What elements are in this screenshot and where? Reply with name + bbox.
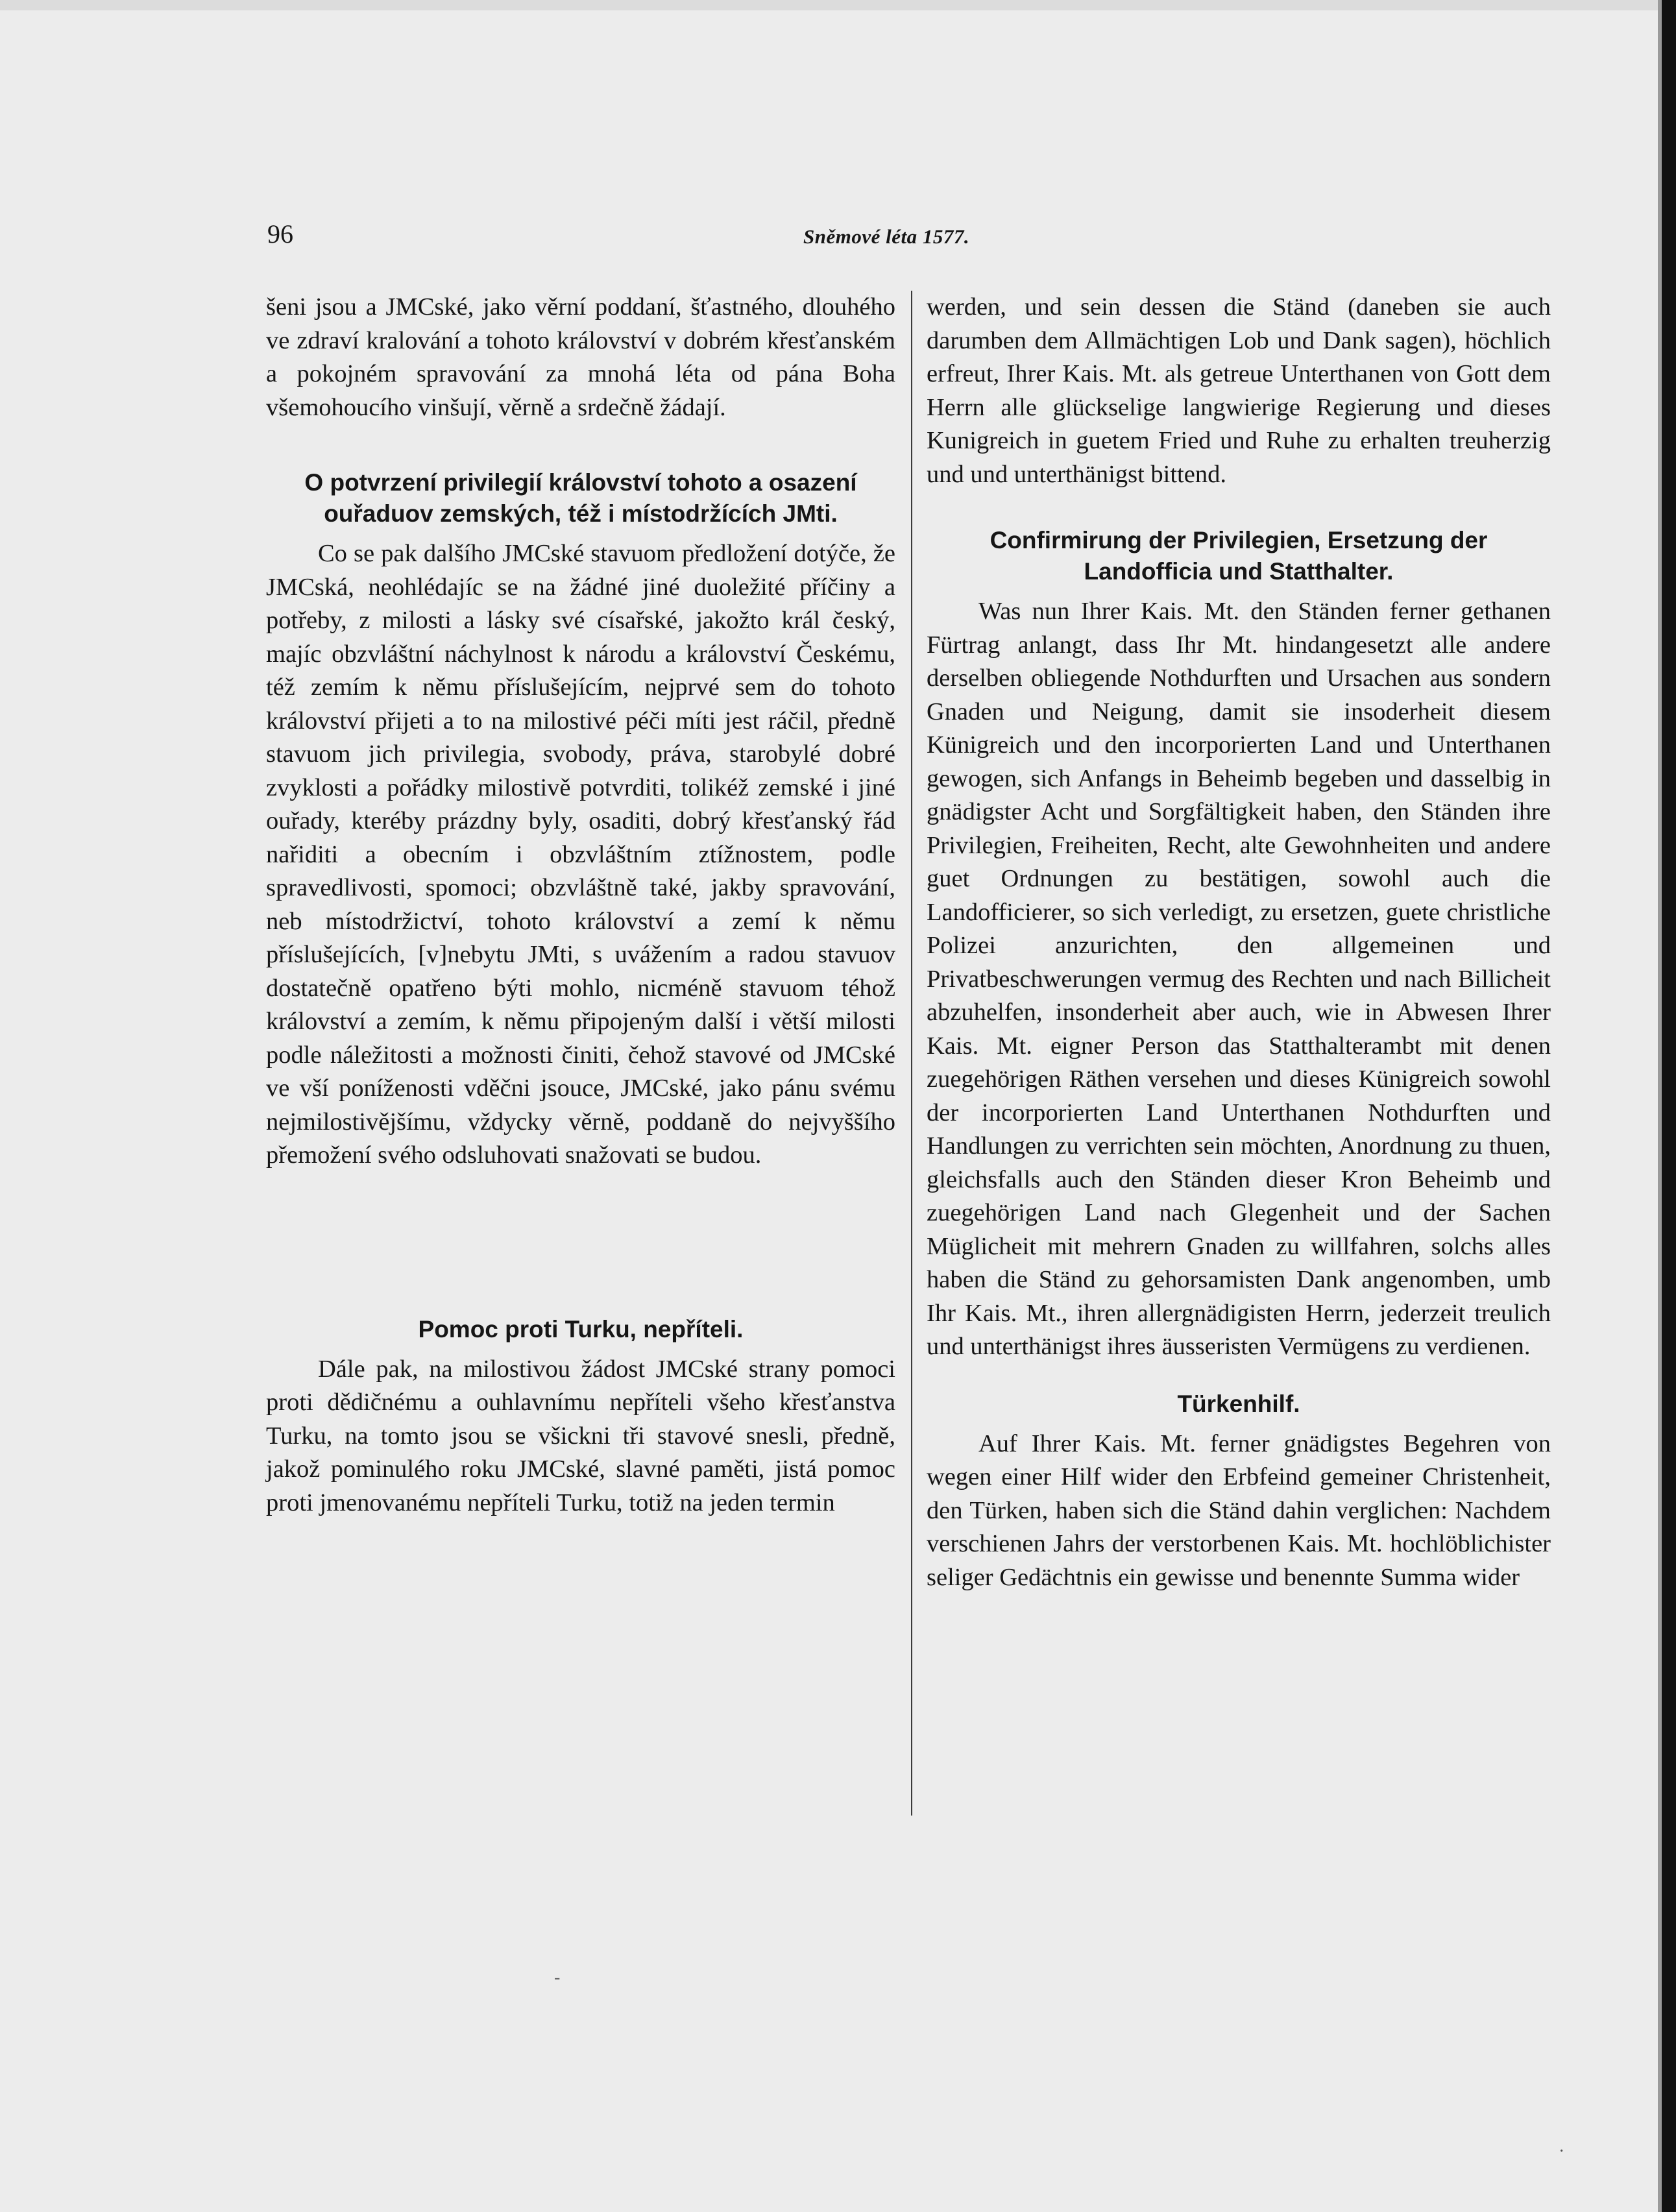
- czech-section1-paragraph: Co se pak dalšího JMCské stavuom předložení dotýče, že JMCská, neohlédajíc se na žádné jiné duoležité příčiny a potřeby, z milosti a lásky své císařské, jakožto král český, majíc obzvláštní náchylnost k národu a království Českému, též zemím k němu příslušejícím, nejprvé sem do tohoto království přijeti a to na milostivé péči míti jest ráčil, předně stavuom jich privilegia, svobody, práva, starobylé dobré zvyklosti a pořádky milostivě potvrditi, tolikéž zemské i jiné ouřady, kteréby prázdny byly, osaditi, dobrý křesťanský řád nařiditi a obecním i obzvláštním ztížnostem, podle spravedlivosti, spomoci; obzvláštně také, jakby spravování, neb místodržictví, tohoto království a zemí k němu příslušejících, [v]nebytu JMti, s uvážením a radou stavuov dostatečně opatřeno býti mohlo, nicméně stavuom téhož království a zemím, k němu připojeným další i větší milosti podle náležitosti a možnosti činiti, čehož stavové od JMCské ve vší poníženosti vděčni jsouce, JMCské, jako pánu svému nejmilostivějšímu, vždycky věrně, poddaně do nejvyššího přemožení svého odsluhovati snažovati se budou.: [266, 540, 895, 1169]
- czech-section1-heading: O potvrzení privilegií království tohoto a osazení ouřaduov zemských, též i místodržících JMti.: [304, 469, 857, 527]
- german-section1-paragraph: Was nun Ihrer Kais. Mt. den Ständen ferner gethanen Fürtrag anlangt, dass Ihr Mt. hindangesetzt alle andere derselben obliegende Nothdurften und Ursachen aus sondern Gnaden und Neigung, damit sie insoderheit diesem Künigreich und den incorporierten Land und Unterthanen gewogen, sich Anfangs in Beheimb begeben und dasselbig in gnädigster Acht und Sorgfältigkeit haben, den Ständen ihre Privilegien, Freiheiten, Recht, alte Gewohnheiten und andere guet Ordnungen zu bestätigen, sowohl auch die Landofficierer, so sich verledigt, zu ersetzen, guete christliche Polizei anzurichten, den allgemeinen und Privatbeschwerungen vermug des Rechten und nach Billicheit abzuhelfen, insonderheit aber auch, wie in Abwesen Ihrer Kais. Mt. eigner Person das Statthalterambt mit denen zuegehörigen Räthen versehen und dieses Künigreich sowohl der incorporierten Land Unterthanen Nothdurften und Handlungen zu verrichten sein möchten, Anordnung zu thuen, gleichsfalls auch den Ständen dieser Kron Beheimb und zuegehörigen Land nach Glegenheit und der Sachen Müglicheit mit mehrern Gnaden zu willfahren, solchs alles haben die Ständ zu gehorsamisten Dank angenomben, umb Ihr Kais. Mt., ihren allergnädigisten Herrn, jederzeit treulich und unterthänigst ihres äusseristen Vermügens zu verdienen.: [927, 598, 1551, 1360]
- german-section2-heading: Türkenhilf.: [1177, 1390, 1300, 1417]
- german-section2-paragraph: Auf Ihrer Kais. Mt. ferner gnädigstes Begehren von wegen einer Hilf wider den Erbfeind gemeiner Christenheit, den Türken, haben sich die Ständ dahin verglichen: Nachdem verschienen Jahrs der verstorbenen Kais. Mt. hochlöblichister seliger Gedächtnis ein gewisse und benennte Summa wider: [927, 1429, 1551, 1591]
- german-column: [927, 291, 1551, 1594]
- czech-section2-heading: Pomoc proti Turku, nepříteli.: [418, 1315, 744, 1343]
- scan-right-edge: [1662, 0, 1676, 2212]
- scan-speck: ·: [1559, 2141, 1565, 2161]
- czech-section2-paragraph: Dále pak, na milostivou žádost JMCské strany pomoci proti dědičnému a ouhlavnímu nepříteli všeho křesťanstva Turku, na tomto jsou se všickni tři stavové snesli, předně, jakož pominulého roku JMCské, slavné paměti, jistá pomoc proti jmenovanému nepříteli Turku, totiž na jeden termin: [266, 1355, 895, 1516]
- czech-column: [266, 291, 895, 1520]
- page-number: 96: [267, 219, 293, 249]
- german-section1-heading: Confirmirung der Privilegien, Ersetzung der Landofficia und Statthalter.: [990, 527, 1488, 585]
- running-title: Sněmové léta 1577.: [803, 225, 970, 248]
- german-intro-paragraph: werden, und sein dessen die Ständ (daneben sie auch darumben dem Allmächtigen Lob und Dank sagen), höchlich erfreut, Ihrer Kais. Mt. als getreue Unterthanen von Gott dem Herrn alle glückselige langwierige Regierung und dieses Kunigreich in guetem Fried und Ruhe zu erhalten treuherzig und und unterthänigst bittend.: [927, 293, 1551, 488]
- page-header: [267, 217, 1550, 256]
- column-divider: [911, 291, 912, 1816]
- scan-speck: -: [554, 1967, 561, 1987]
- scan-top-edge: [0, 0, 1676, 10]
- czech-intro-paragraph: šeni jsou a JMCské, jako věrní poddaní, šťastného, dlouhého ve zdraví kralování a tohoto království v dobrém křesťanském a pokojném spravování za mnohá léta od pána Boha všemohoucího vinšují, věrně a srdečně žádají.: [266, 293, 895, 421]
